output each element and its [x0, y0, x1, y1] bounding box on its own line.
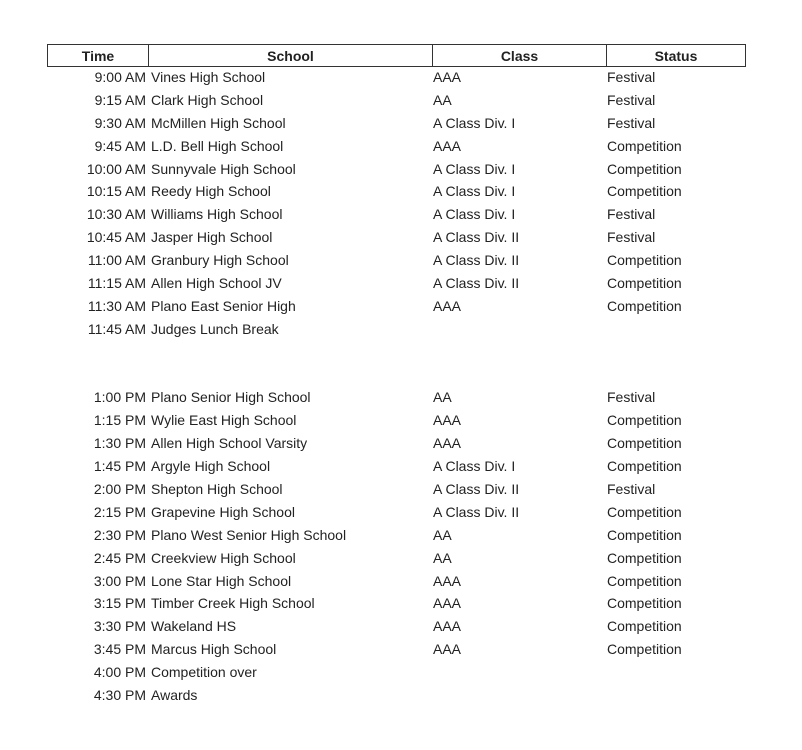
school-cell: Lone Star High School — [151, 572, 292, 589]
table-row — [0, 180, 802, 203]
header-status: Status — [654, 47, 698, 64]
class-cell: AAA — [433, 137, 462, 154]
school-cell: Awards — [151, 687, 198, 704]
status-cell: Competition — [607, 572, 682, 589]
table-row — [0, 547, 802, 570]
class-cell: AAA — [433, 595, 462, 612]
table-row — [0, 112, 802, 135]
time-cell: 10:30 AM — [86, 206, 146, 223]
class-cell: AAA — [433, 572, 462, 589]
header-time: Time — [48, 45, 149, 66]
school-cell: Competition over — [151, 664, 257, 681]
status-cell: Festival — [607, 389, 656, 406]
time-cell: 3:15 PM — [93, 595, 146, 612]
class-cell: A Class Div. II — [433, 481, 520, 498]
status-cell: Competition — [607, 503, 682, 520]
schedule-table — [0, 66, 802, 707]
time-cell: 4:30 PM — [93, 687, 146, 704]
time-cell: 3:45 PM — [93, 641, 146, 658]
school-cell: Marcus High School — [151, 641, 277, 658]
table-row — [0, 455, 802, 478]
class-cell: A Class Div. II — [433, 252, 520, 269]
class-cell: A Class Div. I — [433, 458, 516, 475]
school-cell: McMillen High School — [151, 114, 286, 131]
class-cell: A Class Div. II — [433, 503, 520, 520]
class-cell: AA — [433, 526, 452, 543]
class-cell: AAA — [433, 69, 462, 85]
status-cell: Competition — [607, 641, 682, 658]
school-cell: Wakeland HS — [151, 618, 237, 635]
status-cell: Competition — [607, 435, 682, 452]
time-cell: 1:00 PM — [93, 389, 146, 406]
class-cell: A Class Div. I — [433, 183, 516, 200]
table-row — [0, 478, 802, 501]
status-cell: Competition — [607, 275, 682, 292]
status-cell: Competition — [607, 549, 682, 566]
table-row — [0, 318, 802, 341]
time-cell: 11:00 AM — [87, 252, 146, 269]
table-row — [0, 409, 802, 432]
class-cell: AAA — [433, 412, 462, 429]
status-cell: Festival — [607, 206, 656, 223]
school-cell: Vines High School — [151, 69, 266, 85]
status-cell: Festival — [607, 229, 656, 246]
table-row — [0, 66, 802, 89]
time-cell: 2:15 PM — [93, 503, 146, 520]
class-cell: A Class Div. I — [433, 206, 516, 223]
table-row — [0, 615, 802, 638]
time-cell: 3:00 PM — [93, 572, 146, 589]
table-row — [0, 272, 802, 295]
class-cell: A Class Div. II — [433, 275, 520, 292]
table-row — [0, 638, 802, 661]
table-row — [0, 570, 802, 593]
time-cell: 10:45 AM — [86, 229, 146, 246]
school-cell: L.D. Bell High School — [151, 137, 284, 154]
class-cell: AAA — [433, 297, 462, 314]
time-cell: 11:30 AM — [87, 297, 146, 314]
table-row — [0, 226, 802, 249]
table-row — [0, 135, 802, 158]
table-row — [0, 386, 802, 409]
status-cell: Competition — [607, 252, 682, 269]
status-cell: Competition — [607, 458, 682, 475]
class-cell: AA — [433, 549, 452, 566]
status-cell: Competition — [607, 526, 682, 543]
table-row — [0, 295, 802, 318]
time-cell: 1:15 PM — [93, 412, 146, 429]
time-cell: 3:30 PM — [93, 618, 146, 635]
time-cell: 2:30 PM — [93, 526, 146, 543]
time-cell: 10:15 AM — [86, 183, 146, 200]
school-cell: Plano West Senior High School — [151, 526, 347, 543]
table-row — [0, 501, 802, 524]
header-class: Class — [433, 45, 607, 66]
class-cell: AAA — [433, 618, 462, 635]
school-cell: Plano East Senior High — [151, 297, 296, 314]
class-cell: A Class Div. II — [433, 229, 520, 246]
school-cell: Plano Senior High School — [151, 389, 311, 406]
table-row — [0, 684, 802, 707]
school-cell: Wylie East High School — [151, 412, 297, 429]
time-cell: 1:45 PM — [93, 458, 146, 475]
school-cell: Jasper High School — [151, 229, 273, 246]
time-cell: 9:30 AM — [94, 114, 146, 131]
time-cell: 2:45 PM — [93, 549, 146, 566]
school-cell: Granbury High School — [151, 252, 289, 269]
table-row — [0, 364, 802, 387]
school-cell: Allen High School JV — [151, 275, 282, 292]
status-cell: Festival — [607, 69, 656, 85]
time-cell: 1:30 PM — [93, 435, 146, 452]
time-cell: 10:00 AM — [86, 160, 146, 177]
school-cell: Shepton High School — [151, 481, 283, 498]
table-row — [0, 203, 802, 226]
time-cell: 11:15 AM — [87, 275, 146, 292]
table-row — [0, 524, 802, 547]
table-row — [0, 661, 802, 684]
school-cell: Allen High School Varsity — [151, 435, 308, 452]
status-cell: Competition — [607, 160, 682, 177]
class-cell: A Class Div. I — [433, 160, 516, 177]
header-school: School — [149, 45, 433, 66]
time-cell: 2:00 PM — [93, 481, 146, 498]
status-cell: Competition — [607, 618, 682, 635]
table-row — [0, 89, 802, 112]
school-cell: Argyle High School — [151, 458, 271, 475]
class-cell: AAA — [433, 435, 462, 452]
class-cell: A Class Div. I — [433, 114, 516, 131]
status-cell: Competition — [607, 297, 682, 314]
table-row — [0, 592, 802, 615]
class-cell: AA — [433, 389, 452, 406]
school-cell: Reedy High School — [151, 183, 271, 200]
time-cell: 4:00 PM — [93, 664, 146, 681]
school-cell: Timber Creek High School — [151, 595, 315, 612]
table-header — [47, 44, 746, 67]
time-cell: 9:00 AM — [94, 69, 146, 85]
time-cell: 9:15 AM — [94, 91, 146, 108]
time-cell: 11:45 AM — [87, 320, 146, 337]
status-cell: Competition — [607, 183, 682, 200]
status-cell: Festival — [607, 91, 656, 108]
status-cell: Competition — [607, 412, 682, 429]
status-cell: Competition — [607, 137, 682, 154]
school-cell: Grapevine High School — [151, 503, 295, 520]
time-cell: 9:45 AM — [94, 137, 146, 154]
table-row — [0, 249, 802, 272]
table-row — [0, 432, 802, 455]
status-cell: Festival — [607, 481, 656, 498]
school-cell: Creekview High School — [151, 549, 296, 566]
school-cell: Clark High School — [151, 91, 264, 108]
school-cell: Sunnyvale High School — [151, 160, 296, 177]
table-row — [0, 341, 802, 364]
class-cell: AAA — [433, 641, 462, 658]
status-cell: Festival — [607, 114, 656, 131]
school-cell: Judges Lunch Break — [151, 320, 279, 337]
table-row — [0, 158, 802, 181]
status-cell: Competition — [607, 595, 682, 612]
school-cell: Williams High School — [151, 206, 283, 223]
class-cell: AA — [433, 91, 452, 108]
